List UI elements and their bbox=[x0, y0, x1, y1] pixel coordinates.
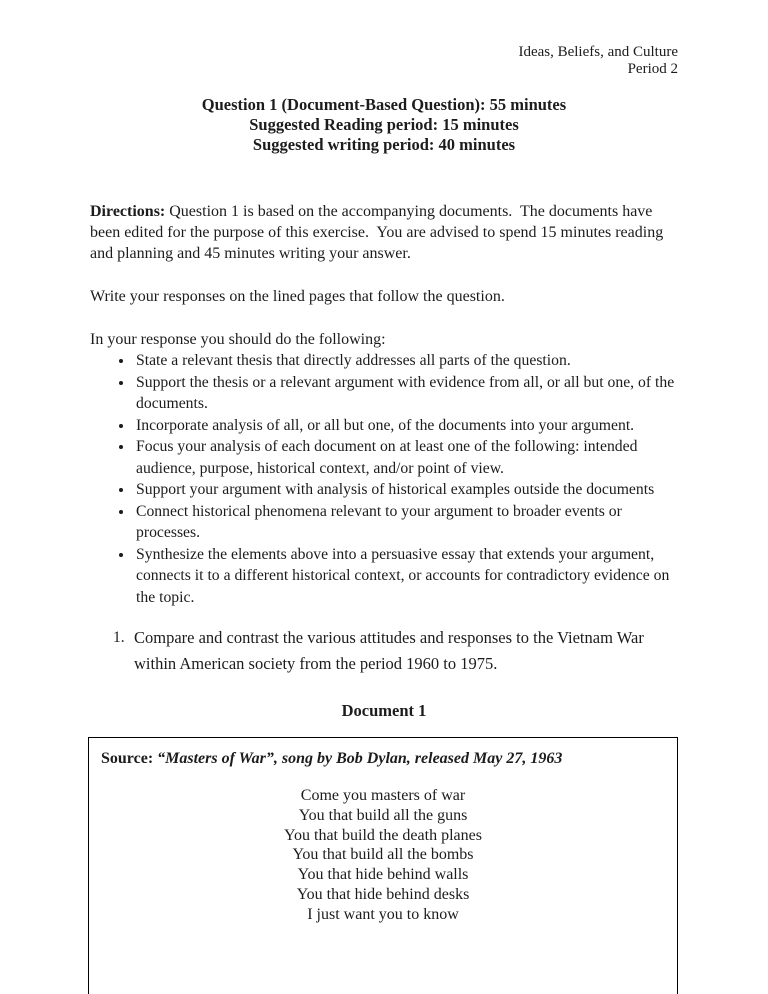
song-lyrics bbox=[101, 786, 665, 925]
requirements-list bbox=[90, 350, 678, 608]
page-header bbox=[90, 44, 678, 78]
requirement-item-thesis: • State a relevant thesis that directly addresses all parts of the question. bbox=[134, 350, 678, 372]
lyric-line: You that build the death planes bbox=[284, 826, 482, 844]
question-number: 1. bbox=[113, 629, 125, 646]
header-period: Period 2 bbox=[627, 61, 678, 77]
requirement-item-evidence: • Support the thesis or a relevant argument with evidence from all, or all but one, of the documents. bbox=[134, 372, 678, 415]
source-label: Source: bbox=[101, 750, 154, 767]
requirement-item-outside-examples: • Support your argument with analysis of historical examples outside the documents bbox=[134, 479, 678, 501]
lyric-line: You that hide behind walls bbox=[297, 866, 469, 884]
directions-label: Directions: bbox=[90, 203, 166, 220]
response-intro: In your response you should do the following: bbox=[90, 331, 386, 348]
title-line-writing-period: Suggested writing period: 40 minutes bbox=[252, 135, 516, 154]
requirement-item-focus: • Focus your analysis of each document on at least one of the following: intended audience, purpose, historical context, and/or point of view. bbox=[134, 436, 678, 479]
source-line bbox=[101, 749, 665, 769]
requirement-item-connect: • Connect historical phenomena relevant to your argument to broader events or processes. bbox=[134, 501, 678, 544]
lyric-line: I just want you to know bbox=[307, 905, 459, 923]
title-line-duration: Question 1 (Document-Based Question): 55 minutes bbox=[201, 95, 567, 114]
document1-source-box bbox=[88, 737, 678, 994]
lyric-line: You that hide behind desks bbox=[296, 885, 470, 903]
requirement-item-analysis: • Incorporate analysis of all, or all but one, of the documents into your argument. bbox=[134, 415, 678, 437]
lyric-line: Come you masters of war bbox=[300, 787, 466, 804]
header-course: Ideas, Beliefs, and Culture bbox=[518, 44, 678, 60]
requirement-item-synthesize: • Synthesize the elements above into a persuasive essay that extends your argument, connects it to a different historical context, or accounts for contradictory evidence on the topic. bbox=[134, 544, 678, 609]
directions-paragraph bbox=[90, 201, 678, 264]
lyric-line: You that build all the bombs bbox=[292, 846, 474, 864]
document1-heading: Document 1 bbox=[341, 701, 427, 720]
title-line-reading-period: Suggested Reading period: 15 minutes bbox=[249, 115, 519, 134]
question-title-block bbox=[90, 95, 678, 155]
question-item bbox=[90, 625, 678, 677]
question-text: Compare and contrast the various attitudes and responses to the Vietnam War within American society from the period 1960 to 1975. bbox=[134, 628, 644, 673]
source-citation: “Masters of War”, song by Bob Dylan, released May 27, 1963 bbox=[157, 750, 563, 767]
write-note: Write your responses on the lined pages that follow the question. bbox=[90, 288, 505, 305]
directions-text: Question 1 is based on the accompanying documents. The documents have been edited for the purpose of this exercise. You are advised to spend 15 minutes reading and planning and 45 minutes writing your answer. bbox=[90, 203, 668, 262]
lyric-line: You that build all the guns bbox=[298, 806, 468, 824]
